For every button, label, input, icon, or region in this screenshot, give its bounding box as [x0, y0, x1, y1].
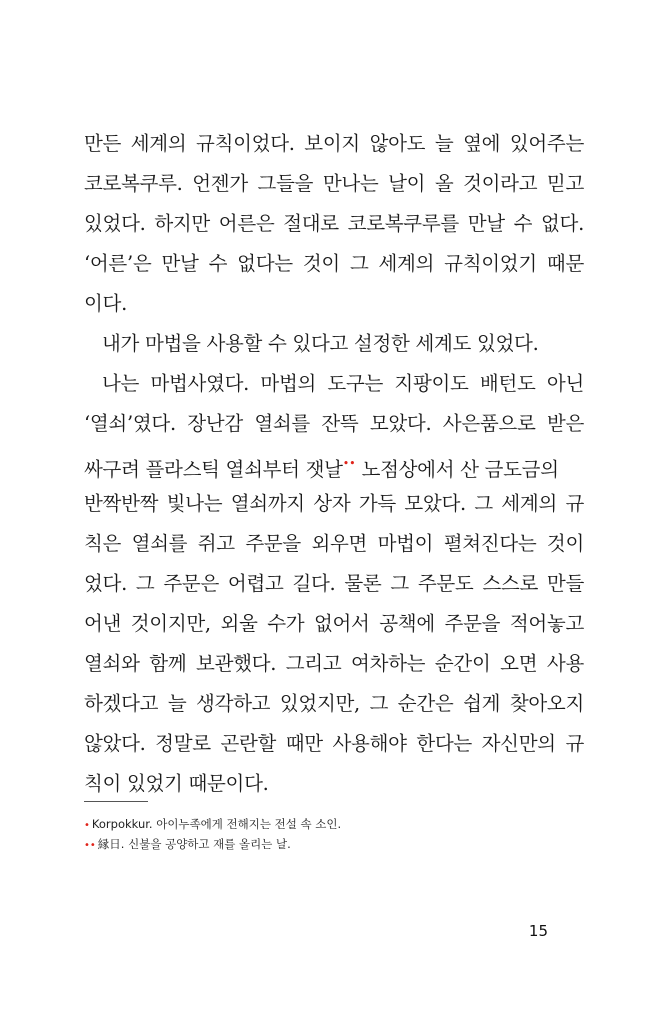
text-line: 내가 마법을 사용할 수 있다고 설정한 세계도 있었다. [102, 332, 539, 355]
page-number: 15 [528, 922, 548, 940]
footnote-marker: • [84, 820, 90, 831]
body-text [84, 124, 584, 804]
footnote-reference-mark: •• [342, 457, 356, 470]
text-line: 이다. [84, 292, 127, 315]
footnote-marker: •• [84, 840, 96, 851]
text-line: 않았다. 정말로 곤란할 때만 사용해야 한다는 자신만의 규 [84, 732, 584, 755]
text-line: 칙이 있었기 때문이다. [84, 772, 269, 795]
footnote-text: 縁日. 신불을 공양하고 재를 올리는 날. [97, 837, 291, 851]
text-line [84, 444, 584, 484]
text-line: 열쇠와 함께 보관했다. 그리고 여차하는 순간이 오면 사용 [84, 652, 584, 675]
footnote-text: Korpokkur. 아이누족에게 전해지는 전설 속 소인. [91, 817, 342, 831]
footnotes [84, 814, 341, 854]
footnote-divider [84, 801, 148, 802]
text-segment: 싸구려 플라스틱 열쇠부터 잿날 [84, 458, 343, 481]
text-line: 어낸 것이지만, 외울 수가 없어서 공책에 주문을 적어놓고 [84, 612, 584, 635]
text-segment: 노점상에서 산 금도금의 [355, 458, 559, 481]
text-line: 칙은 열쇠를 쥐고 주문을 외우면 마법이 펼쳐진다는 것이 [84, 532, 584, 555]
text-line: 반짝반짝 빛나는 열쇠까지 상자 가득 모았다. 그 세계의 규 [84, 492, 584, 515]
text-line: ‘열쇠’였다. 장난감 열쇠를 잔뜩 모았다. 사은품으로 받은 [84, 412, 584, 435]
text-line: 나는 마법사였다. 마법의 도구는 지팡이도 배턴도 아닌 [102, 372, 584, 395]
text-line: 만든 세계의 규칙이었다. 보이지 않아도 늘 옆에 있어주는 [84, 132, 584, 155]
text-line: 었다. 그 주문은 어렵고 길다. 물론 그 주문도 스스로 만들 [84, 572, 584, 595]
text-line: 하겠다고 늘 생각하고 있었지만, 그 순간은 쉽게 찾아오지 [84, 692, 584, 715]
footnote [84, 814, 341, 834]
text-line: 코로복쿠루. 언젠가 그들을 만나는 날이 올 것이라고 믿고 [84, 172, 584, 195]
text-line: 있었다. 하지만 어른은 절대로 코로복쿠루를 만날 수 없다. [84, 212, 584, 235]
footnote [84, 834, 341, 854]
text-line: ‘어른’은 만날 수 없다는 것이 그 세계의 규칙이었기 때문 [84, 252, 584, 275]
